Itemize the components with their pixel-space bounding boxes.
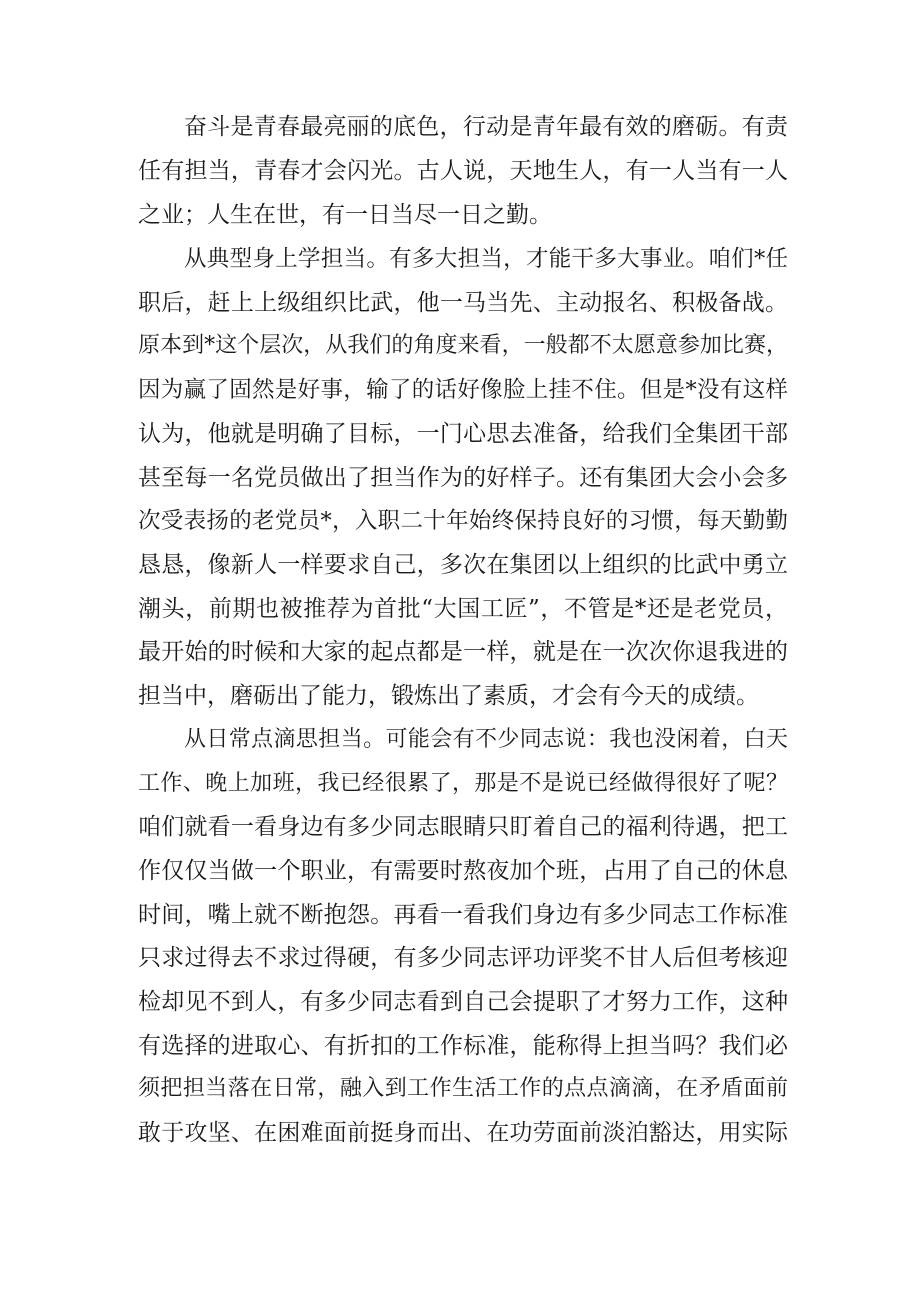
paragraph-2-line-6: 甚至每一名党员做出了担当作为的好样子。还有集团大会小会多 (138, 465, 788, 491)
paragraph-2-line-8: 恳恳，像新人一样要求自己，多次在集团以上组织的比武中勇立 (138, 552, 788, 578)
paragraph-3-line-1: 从日常点滴思担当。可能会有不少同志说：我也没闲着，白天 (184, 727, 788, 752)
paragraph-3-line-9: 须把担当落在日常，融入到工作生活工作的点点滴滴，在矛盾面前 (138, 1076, 788, 1101)
paragraph-2-line-1: 从典型身上学担当。有多大担当，才能干多大事业。咱们*任 (184, 246, 788, 272)
paragraph-3-line-8: 有选择的进取心、有折扣的工作标准，能称得上担当吗？我们必 (138, 1033, 788, 1059)
paragraph-3-line-6: 只求过得去不求过得硬，有多少同志评功评奖不甘人后但考核迎 (138, 945, 788, 971)
paragraph-3-line-7: 检却见不到人，有多少同志看到自己会提职了才努力工作，这种 (138, 989, 788, 1015)
paragraph-3-line-3: 咱们就看一看身边有多少同志眼睛只盯着自己的福利待遇，把工 (138, 814, 788, 840)
paragraph-2-line-4: 因为赢了固然是好事，输了的话好像脸上挂不住。但是*没有这样 (138, 377, 788, 403)
paragraph-3-line-5: 时间，嘴上就不断抱怨。再看一看我们身边有多少同志工作标准 (138, 902, 788, 928)
paragraph-2-line-9: 潮头，前期也被推荐为首批“大国工匠”，不管是*还是老党员， (138, 596, 788, 622)
paragraph-2-line-5: 认为，他就是明确了目标，一门心思去准备，给我们全集团干部 (138, 421, 788, 447)
paragraph-2-line-2: 职后，赶上上级组织比武，他一马当先、主动报名、积极备战。 (138, 290, 788, 316)
paragraph-2-line-7: 次受表扬的老党员*，入职二十年始终保持良好的习惯，每天勤勤 (138, 508, 788, 534)
paragraph-3-line-4: 作仅仅当做一个职业，有需要时熬夜加个班，占用了自己的休息 (138, 858, 788, 884)
paragraph-1-line-3: 之业；人生在世，有一日当尽一日之勤。 (138, 202, 552, 228)
paragraph-1-line-1: 奋斗是青春最亮丽的底色，行动是青年最有效的磨砺。有责 (184, 114, 788, 140)
paragraph-2-line-11: 担当中，磨砺出了能力，锻炼出了素质，才会有今天的成绩。 (138, 683, 759, 709)
paragraph-2-line-10: 最开始的时候和大家的起点都是一样，就是在一次次你退我进的 (138, 639, 788, 665)
paragraph-3-line-10: 敢于攻坚、在困难面前挺身而出、在功劳面前淡泊豁达，用实际 (138, 1120, 788, 1146)
paragraph-1-line-2: 任有担当，青春才会闪光。古人说，天地生人，有一人当有一人 (138, 158, 788, 184)
paragraph-3-line-2: 工作、晚上加班，我已经很累了，那是不是说已经做得很好了呢？ (138, 771, 788, 796)
paragraph-2-line-3: 原本到*这个层次，从我们的角度来看，一般都不太愿意参加比赛， (138, 333, 788, 358)
